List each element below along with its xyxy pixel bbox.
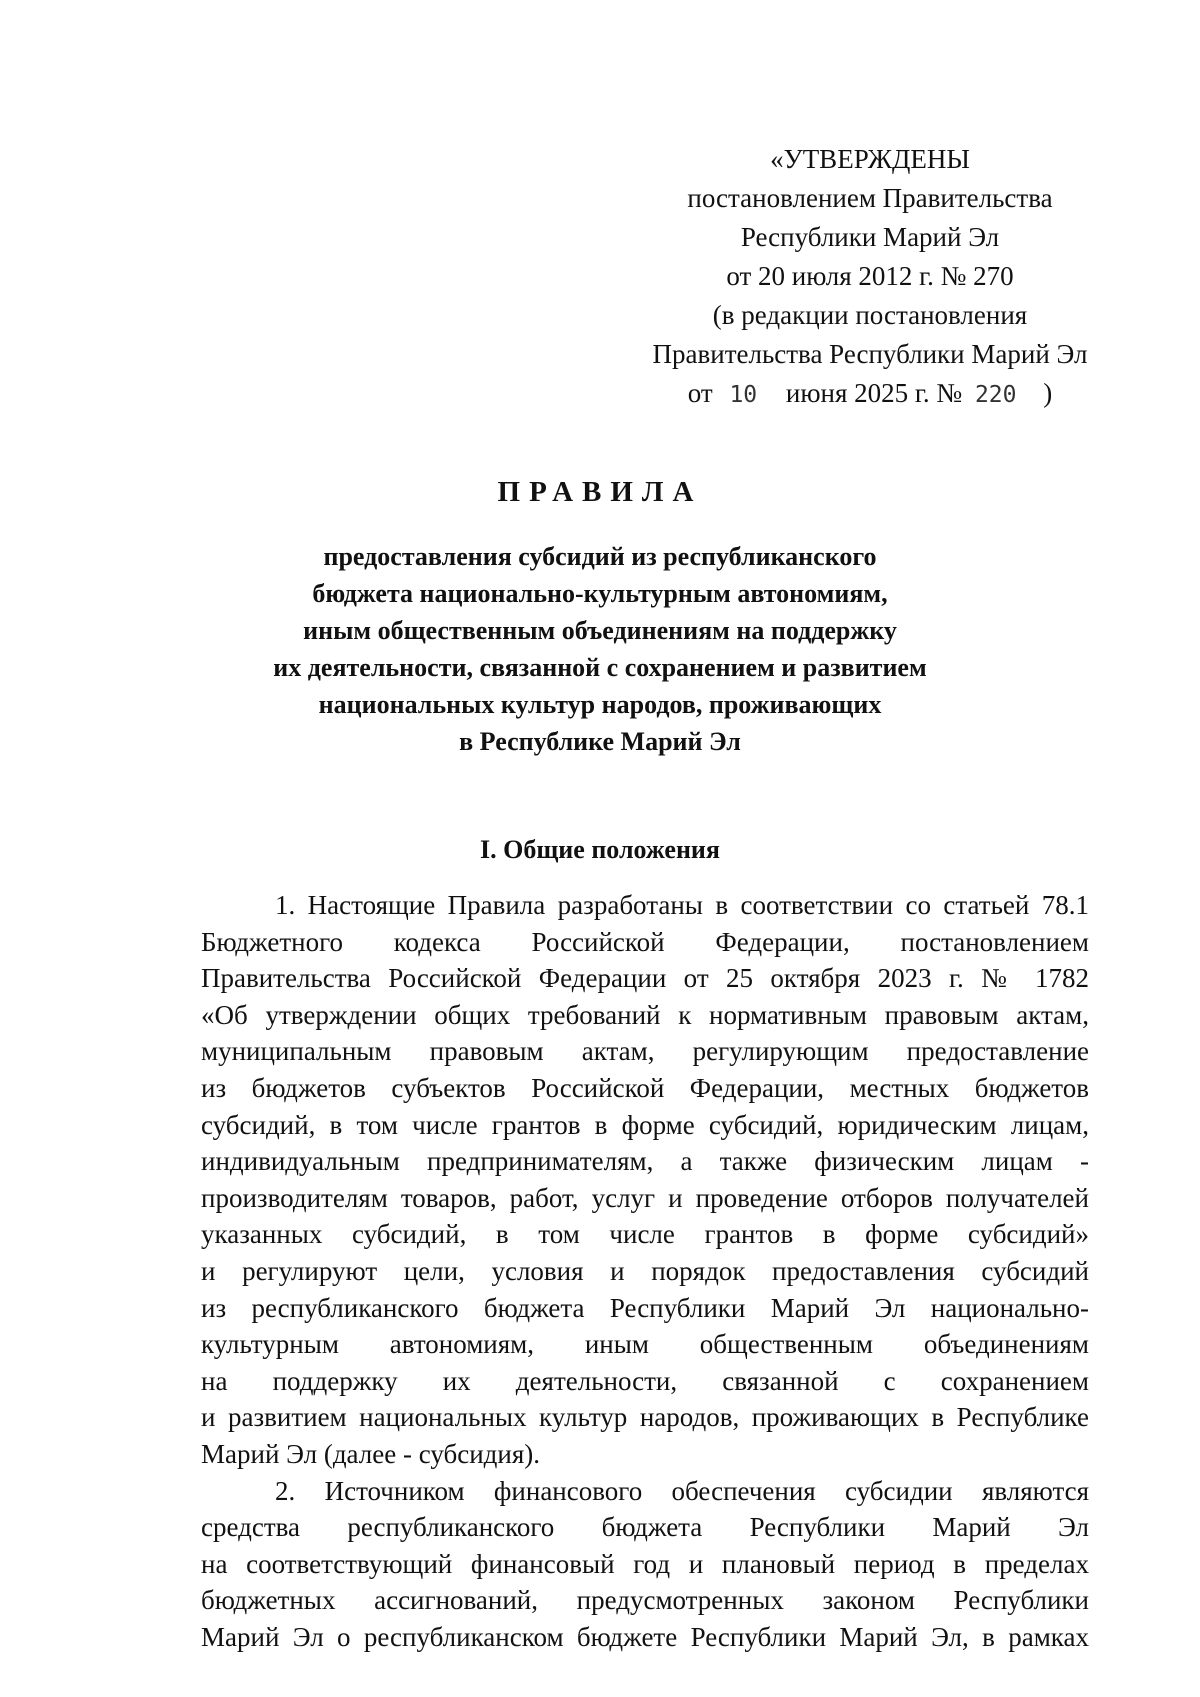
approval-date-number: 220 [974, 382, 1017, 408]
approval-line: от 20 июля 2012 г. № 270 [726, 261, 1014, 291]
subtitle-line: бюджета национально-культурным автономиям, [312, 579, 888, 608]
approval-line: Правительства Республики Марий Эл [652, 339, 1088, 369]
paragraph-1-line: производителям товаров, работ, услуг и проведение отборов получателей [201, 1182, 1089, 1213]
approval-date-line [610, 374, 1130, 415]
paragraph-2-line: 2. Источником финансового обеспечения субсидии являются [275, 1475, 1089, 1506]
paragraph-1-line: из бюджетов субъектов Российской Федерации, местных бюджетов [201, 1072, 1089, 1103]
paragraph-1-line: на поддержку их деятельности, связанной с сохранением [201, 1365, 1089, 1396]
approval-date-day: 10 [729, 382, 758, 408]
paragraph-1-line: указанных субсидий, в том числе грантов в форме субсидий» [201, 1219, 1089, 1250]
paragraph-1-line: Бюджетного кодекса Российской Федерации, постановлением [201, 926, 1089, 957]
approval-line: постановлением Правительства [687, 183, 1053, 213]
paragraph-2-line: средства республиканского бюджета Республики Марий Эл [201, 1512, 1089, 1543]
approval-line: (в редакции постановления [712, 300, 1028, 330]
paragraph-2-line: на соответствующий финансовый год и плановый период в пределах [201, 1548, 1089, 1579]
paragraph-1-line: 1. Настоящие Правила разработаны в соответствии со статьей 78.1 [275, 890, 1089, 920]
document-title: ПРАВИЛА [497, 476, 703, 508]
subtitle-line: их деятельности, связанной с сохранением и развитием [273, 653, 927, 682]
paragraph-1-line: Правительства Российской Федерации от 25 октября 2023 г. № 1782 [201, 963, 1089, 994]
document-subtitle [230, 538, 970, 760]
paragraph-1-line: муниципальным правовым актам, регулирующим предоставление [201, 1036, 1089, 1067]
paragraph-2-line: Марий Эл о республиканском бюджете Республики Марий Эл, в рамках [201, 1621, 1089, 1652]
paragraph-1-line: Марий Эл (далее - субсидия). [201, 1438, 541, 1469]
paragraph-1-line: «Об утверждении общих требований к нормативным правовым актам, [201, 999, 1089, 1030]
approval-date-prefix: от [687, 378, 713, 408]
paragraph-1-line: и развитием национальных культур народов, проживающих в Республике [201, 1402, 1089, 1433]
subtitle-line: предоставления субсидий из республиканского [323, 542, 877, 571]
subtitle-line: иным общественным объединениям на поддержку [303, 616, 897, 645]
paragraph-1-line: культурным автономиям, иным общественным объединениям [201, 1329, 1089, 1360]
paragraph-1-line: и регулируют цели, условия и порядок предоставления субсидий [201, 1255, 1089, 1286]
paragraph-1-line: из республиканского бюджета Республики Марий Эл национально- [201, 1292, 1089, 1323]
approval-date-middle: июня 2025 г. № [785, 378, 963, 408]
document-body [201, 887, 1089, 1655]
approval-stamp-block [610, 140, 1130, 415]
paragraph-2-line: бюджетных ассигнований, предусмотренных законом Республики [201, 1585, 1089, 1616]
approval-line: «УТВЕРЖДЕНЫ [770, 144, 970, 174]
subtitle-line: национальных культур народов, проживающих [318, 690, 882, 719]
subtitle-line: в Республике Марий Эл [459, 727, 741, 756]
paragraph-1-line: субсидий, в том числе грантов в форме субсидий, юридическим лицам, [201, 1109, 1089, 1140]
paragraph-1-line: индивидуальным предпринимателям, а также физическим лицам - [201, 1146, 1089, 1177]
approval-line: Республики Марий Эл [740, 222, 1000, 252]
section-heading: I. Общие положения [480, 835, 720, 864]
approval-date-suffix: ) [1043, 378, 1053, 408]
